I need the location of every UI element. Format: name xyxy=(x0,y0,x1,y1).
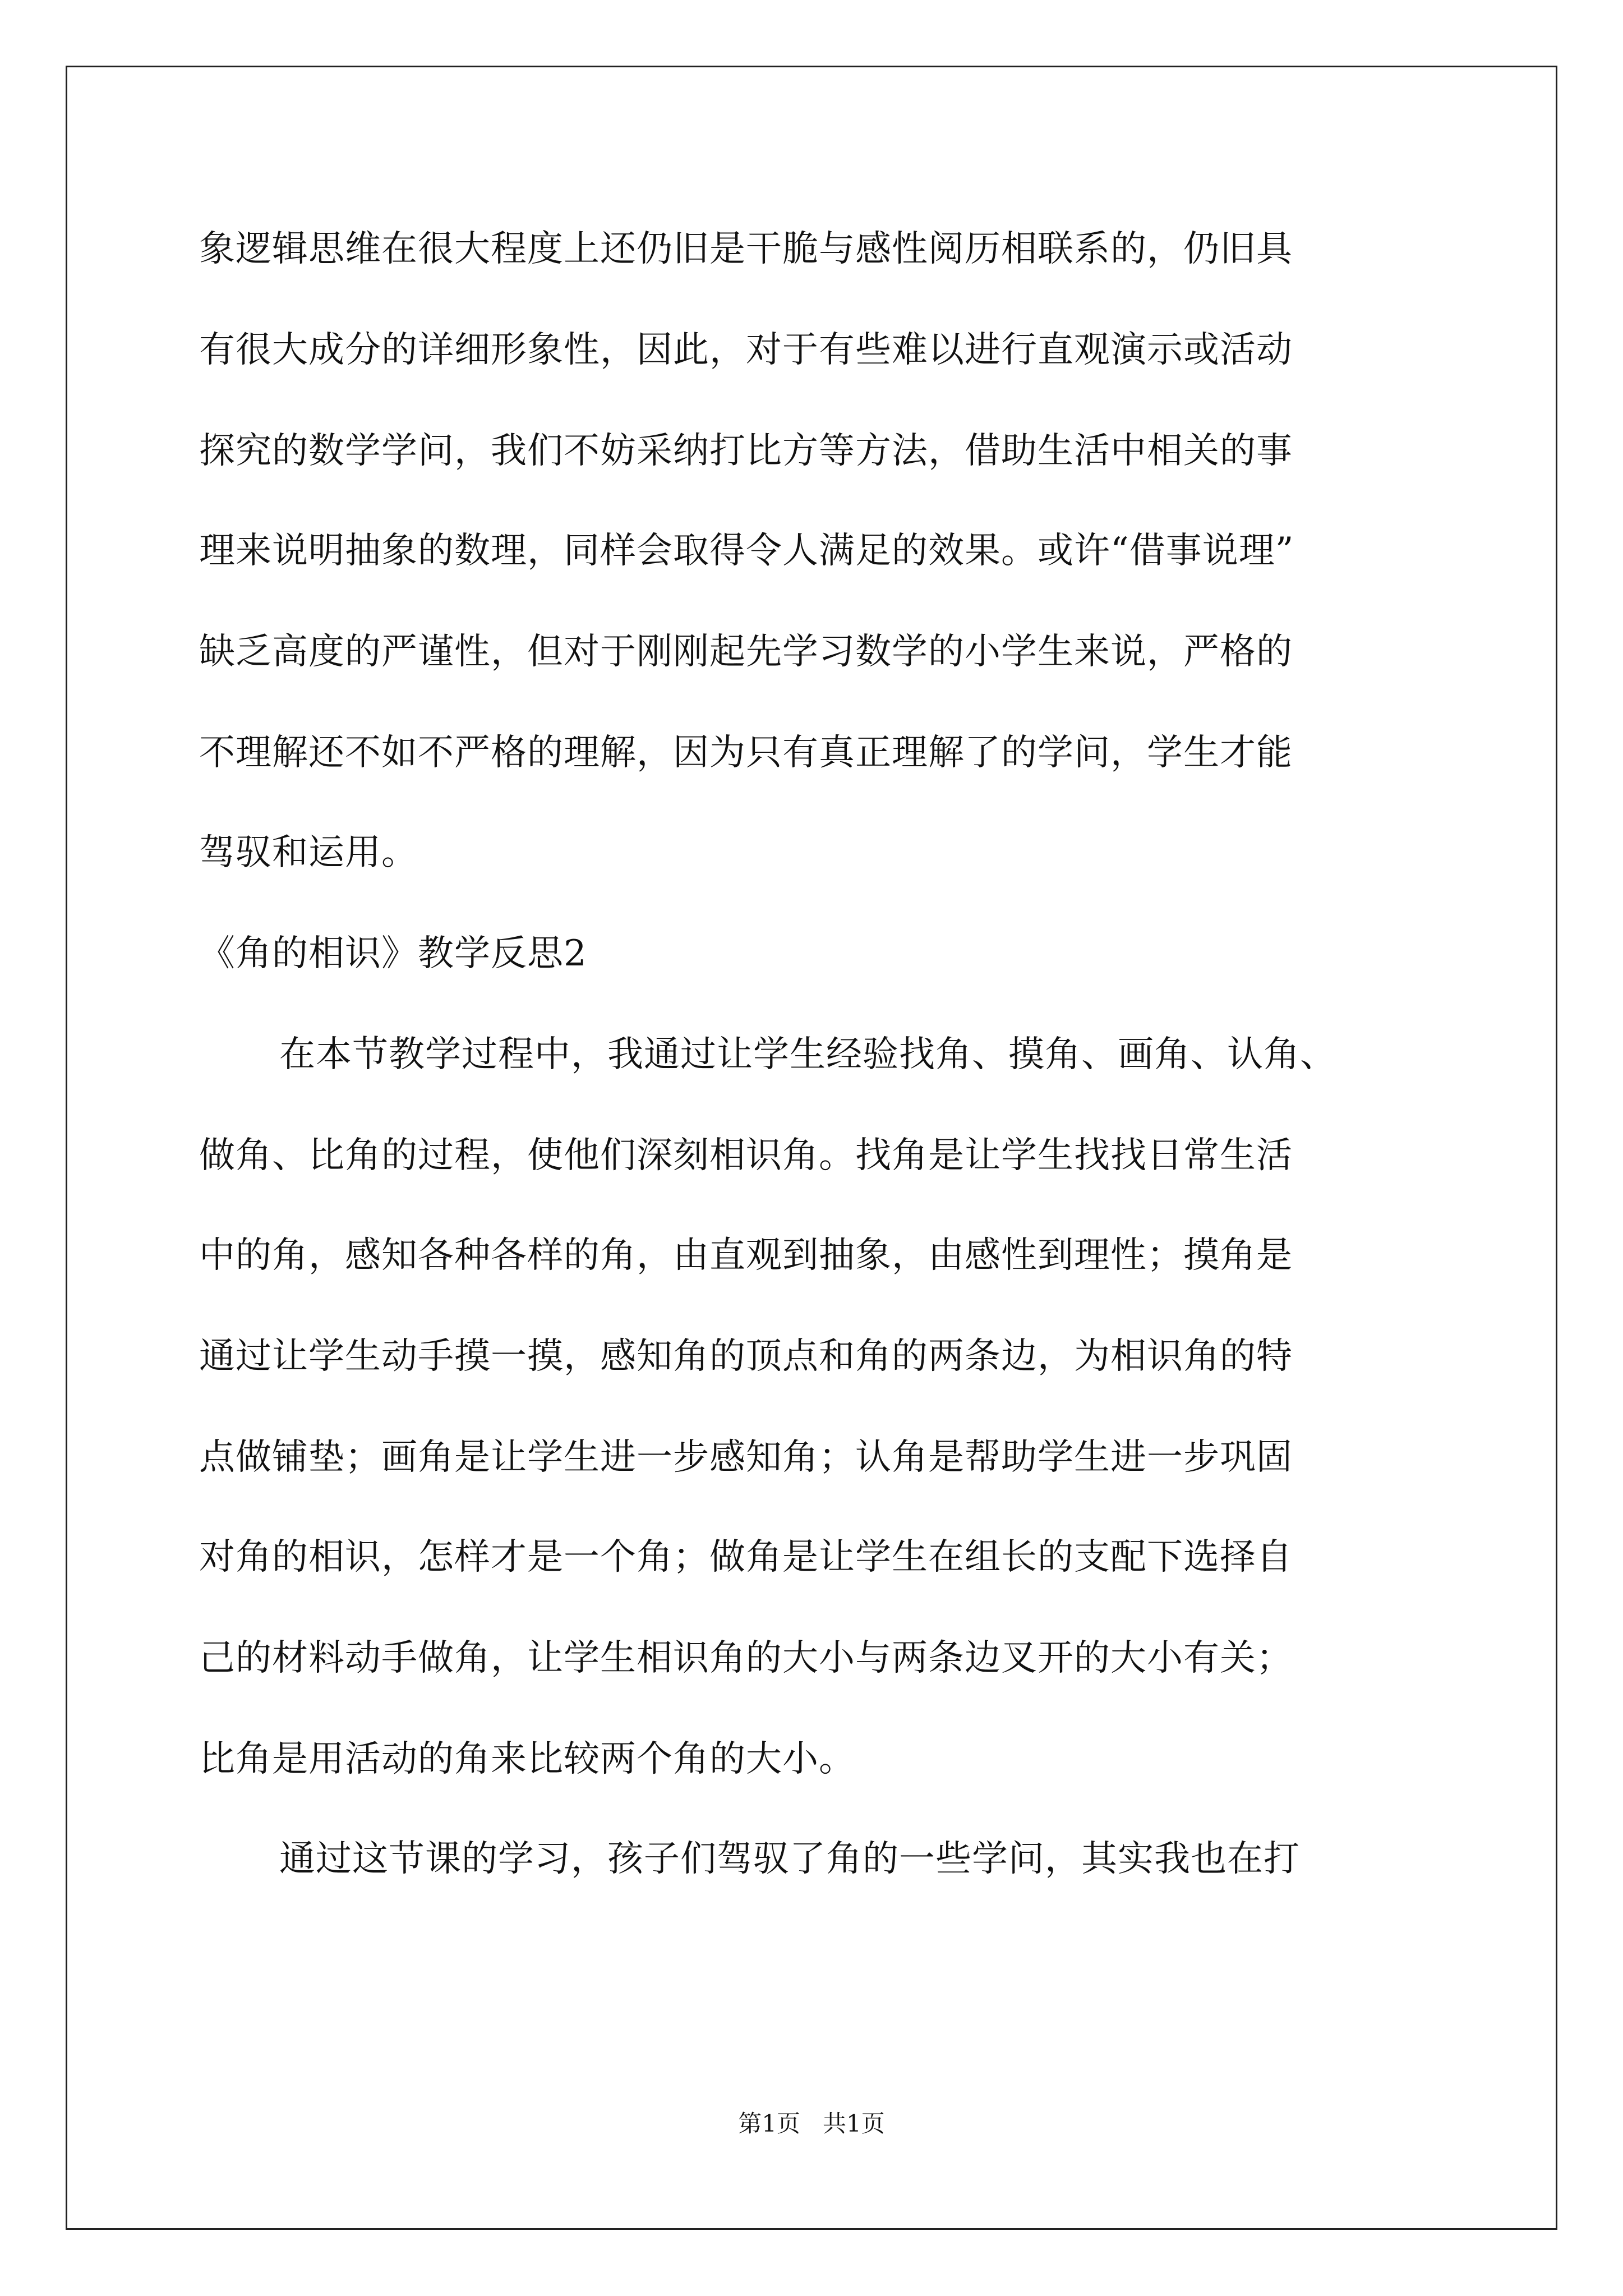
paragraph-line-16: 比角是用活动的角来比较两个角的大小。 xyxy=(199,1738,855,1780)
paragraph-line-12: 通过让学生动手摸一摸，感知角的顶点和角的两条边，为相识角的特 xyxy=(199,1336,1293,1377)
paragraph-line-2: 有很大成分的详细形象性，因此，对于有些难以进行直观演示或活动 xyxy=(199,329,1293,371)
paragraph-line-10: 做角、比角的过程，使他们深刻相识角。找角是让学生找找日常生活 xyxy=(199,1135,1293,1176)
paragraph-line-14: 对角的相识，怎样才是一个角；做角是让学生在组长的支配下选择自 xyxy=(199,1536,1293,1578)
paragraph-line-1: 象逻辑思维在很大程度上还仍旧是干脆与感性阅历相联系的，仍旧具 xyxy=(199,228,1293,270)
paragraph-line-3: 探究的数学学问，我们不妨采纳打比方等方法，借助生活中相关的事 xyxy=(199,430,1293,472)
paragraph-line-11: 中的角，感知各种各样的角，由直观到抽象，由感性到理性；摸角是 xyxy=(199,1235,1293,1276)
section-heading: 《角的相识》教学反思2 xyxy=(199,933,587,974)
paragraph-line-7: 驾驭和运用。 xyxy=(199,832,418,873)
paragraph-line-17: 通过这节课的学习，孩子们驾驭了角的一些学问，其实我也在打 xyxy=(279,1838,1300,1880)
paragraph-line-9: 在本节教学过程中，我通过让学生经验找角、摸角、画角、认角、 xyxy=(279,1034,1336,1075)
paragraph-line-15: 己的材料动手做角，让学生相识角的大小与两条边叉开的大小有关； xyxy=(199,1637,1293,1679)
paragraph-line-4: 理来说明抽象的数理，同样会取得令人满足的效果。或许“借事说理” xyxy=(199,530,1294,572)
paragraph-line-13: 点做铺垫；画角是让学生进一步感知角；认角是帮助学生进一步巩固 xyxy=(199,1437,1293,1478)
page-footer: 第1页 共1页 xyxy=(738,2110,885,2137)
paragraph-line-6: 不理解还不如不严格的理解，因为只有真正理解了的学问，学生才能 xyxy=(199,732,1293,774)
paragraph-line-5: 缺乏高度的严谨性，但对于刚刚起先学习数学的小学生来说，严格的 xyxy=(199,631,1293,673)
